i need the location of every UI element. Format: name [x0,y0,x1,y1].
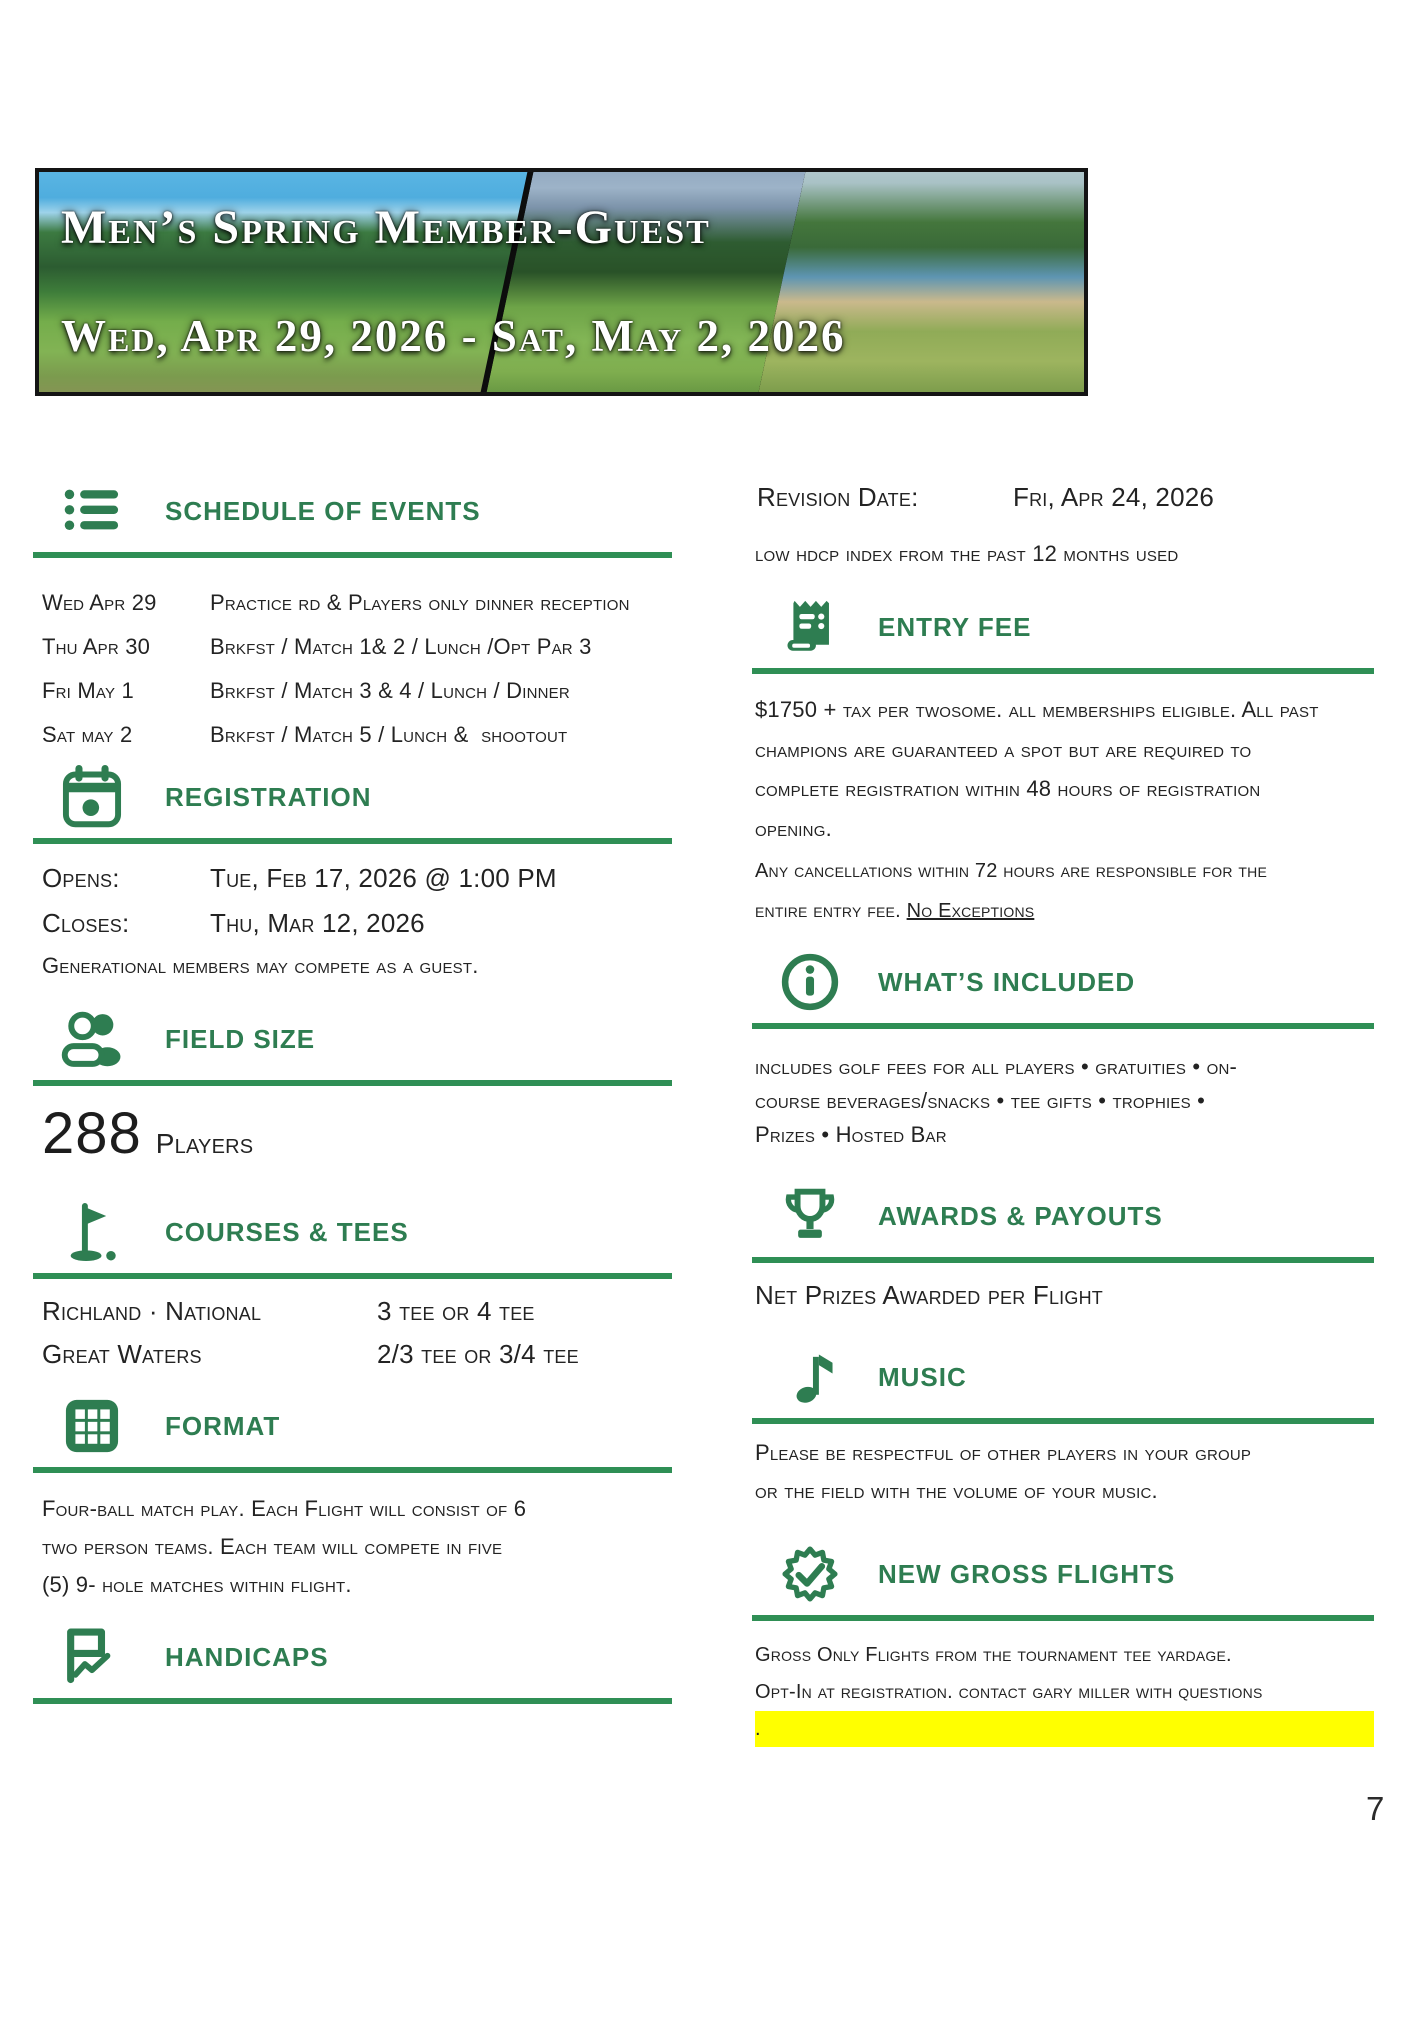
awards-description: Net Prizes Awarded per Flight [755,1280,1103,1310]
section-heading: MUSIC [878,1361,967,1392]
divider [752,1418,1374,1424]
divider [33,1080,672,1086]
section-new-gross-flights [752,1541,1374,1621]
flag-chart-icon [60,1625,124,1689]
section-music [752,1344,1374,1424]
divider [33,1467,672,1473]
right-column [752,0,1374,2028]
section-heading: REGISTRATION [165,781,372,812]
courses-table [33,1290,672,1376]
section-heading: HANDICAPS [165,1641,329,1672]
section-heading: WHAT’S INCLUDED [878,966,1136,997]
people-icon [60,1007,124,1071]
event-title: Men’s Spring Member-Guest [61,201,711,254]
divider [33,838,672,844]
schedule-row: Wed Apr 29 Practice rd & Players only dinner reception [42,590,630,615]
entry-fee-description: $1750 + tax per twosome. all memberships eligible. All past champions are guaranteed a spot but are required to complete registration within 48 hours of registration opening. [755,697,1319,841]
section-heading: COURSES & TEES [165,1216,409,1247]
divider [33,552,672,558]
section-handicaps [33,1624,672,1704]
section-schedule-of-events [33,478,672,558]
page-number: 7 [1366,1790,1385,1827]
schedule-row: Fri May 1 Brkfst / Match 3 & 4 / Lunch / Dinner [42,678,570,703]
divider [752,1023,1374,1029]
divider [752,1257,1374,1263]
handicap-index-note: low hdcp index from the past 12 months used [755,541,1179,566]
divider [33,1273,672,1279]
revision-date-label: Revision Date: [757,482,919,512]
trophy-icon [778,1184,842,1248]
section-courses-and-tees [33,1199,672,1279]
section-heading: FIELD SIZE [165,1023,316,1054]
section-format [33,1393,672,1473]
highlighted-text: . [755,1711,1374,1747]
registration-row: Opens: Tue, Feb 17, 2026 @ 1:00 PM [42,863,557,893]
receipt-icon [778,595,842,659]
divider [752,1615,1374,1621]
badge-check-icon [778,1542,842,1606]
section-heading: NEW GROSS FLIGHTS [878,1558,1176,1589]
schedule-row: Sat may 2 Brkfst / Match 5 / Lunch & shootout [42,722,568,747]
schedule-row: Thu Apr 30 Brkfst / Match 1& 2 / Lunch /Opt Par 3 [42,634,592,659]
course-row: Great Waters 2/3 tee or 3/4 tee [42,1339,579,1369]
player-count-unit: Players [155,1128,254,1159]
format-description: Four-ball match play. Each Flight will consist of 6 two person teams. Each team will compete in five (5) 9- hole matches within flight. [42,1496,527,1597]
section-heading: ENTRY FEE [878,611,1032,642]
golf-flag-icon [60,1200,124,1264]
section-heading: FORMAT [165,1410,281,1441]
registration-dates [33,856,672,946]
revision-date-value: Fri, Apr 24, 2026 [1013,482,1215,512]
section-registration [33,764,672,844]
course-row: Richland · National 3 tee or 4 tee [42,1296,535,1326]
whats-included-list: includes golf fees for all players • gratuities • on- course beverages/snacks • tee gifts • trophies • Prizes • Hosted Bar [755,1054,1238,1147]
field-size-value [33,1101,672,1166]
music-note-icon [778,1345,842,1409]
cancellation-policy: Any cancellations within 72 hours are responsible for the entire entry fee. No Exceptions [755,860,1268,922]
section-heading: AWARDS & PAYOUTS [878,1200,1163,1231]
section-heading: SCHEDULE OF EVENTS [165,495,481,526]
revision-date [752,482,1374,512]
calendar-icon [60,765,124,829]
bullet-list-icon [60,479,124,543]
player-count: 288 [42,1101,142,1166]
section-whats-included [752,949,1374,1029]
no-exceptions-text: No Exceptions [906,900,1035,922]
schedule-table [33,581,672,757]
info-icon [778,950,842,1014]
divider [752,668,1374,674]
music-policy: Please be respectful of other players in your group or the field with the volume of your music. [755,1440,1252,1503]
section-awards-payouts [752,1183,1374,1263]
section-field-size [33,1006,672,1086]
event-dates: Wed, Apr 29, 2026 - Sat, May 2, 2026 [61,311,846,361]
left-column [33,0,672,2028]
section-entry-fee [752,594,1374,674]
registration-row: Closes: Thu, Mar 12, 2026 [42,908,425,938]
divider [33,1698,672,1704]
gross-flights-description: Gross Only Flights from the tournament tee yardage. Opt-In at registration. contact gary miller with questions . [752,1637,1374,1747]
registration-note: Generational members may compete as a guest. [42,953,479,978]
grid-icon [60,1394,124,1458]
